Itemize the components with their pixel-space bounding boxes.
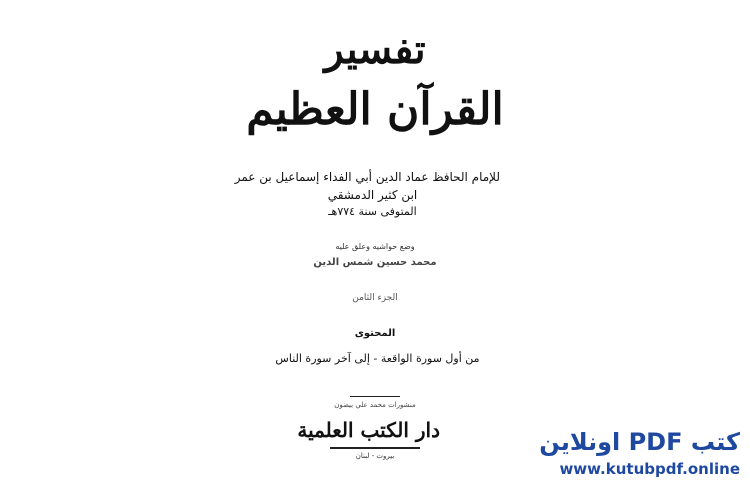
author-death-year: المتوفى سنة ٧٧٤هـ: [328, 205, 417, 218]
book-title-word: تفسير: [324, 26, 426, 73]
publisher-rule-bottom: [330, 447, 420, 449]
editor-name: محمد حسين شمس الدين: [313, 257, 437, 268]
author-line-2: ابن كثير الدمشقي: [327, 188, 418, 202]
book-title-subtitle: القرآن العظيم: [246, 84, 504, 135]
author-line-1: للإمام الحافظ عماد الدين أبي الفداء إسماعيل بن عمر: [234, 170, 500, 184]
watermark-title: كتب PDF اونلاين: [539, 428, 740, 456]
publisher-rule-top: [350, 396, 400, 397]
watermark-url: www.kutubpdf.online: [559, 460, 740, 478]
volume-label: الجزء الثامن: [352, 293, 398, 303]
publisher-small-note: منشورات محمد علي بيضون: [334, 401, 416, 409]
editor-note: وضع حواشيه وعلق عليه: [335, 242, 415, 251]
contents-label: المحتوى: [354, 328, 396, 339]
publisher-place: بيروت - لبنان: [355, 452, 395, 460]
contents-range: من أول سورة الواقعة - إلى آخر سورة الناس: [275, 352, 480, 365]
publisher-logo-text: دار الكتب العلمية: [297, 418, 440, 442]
